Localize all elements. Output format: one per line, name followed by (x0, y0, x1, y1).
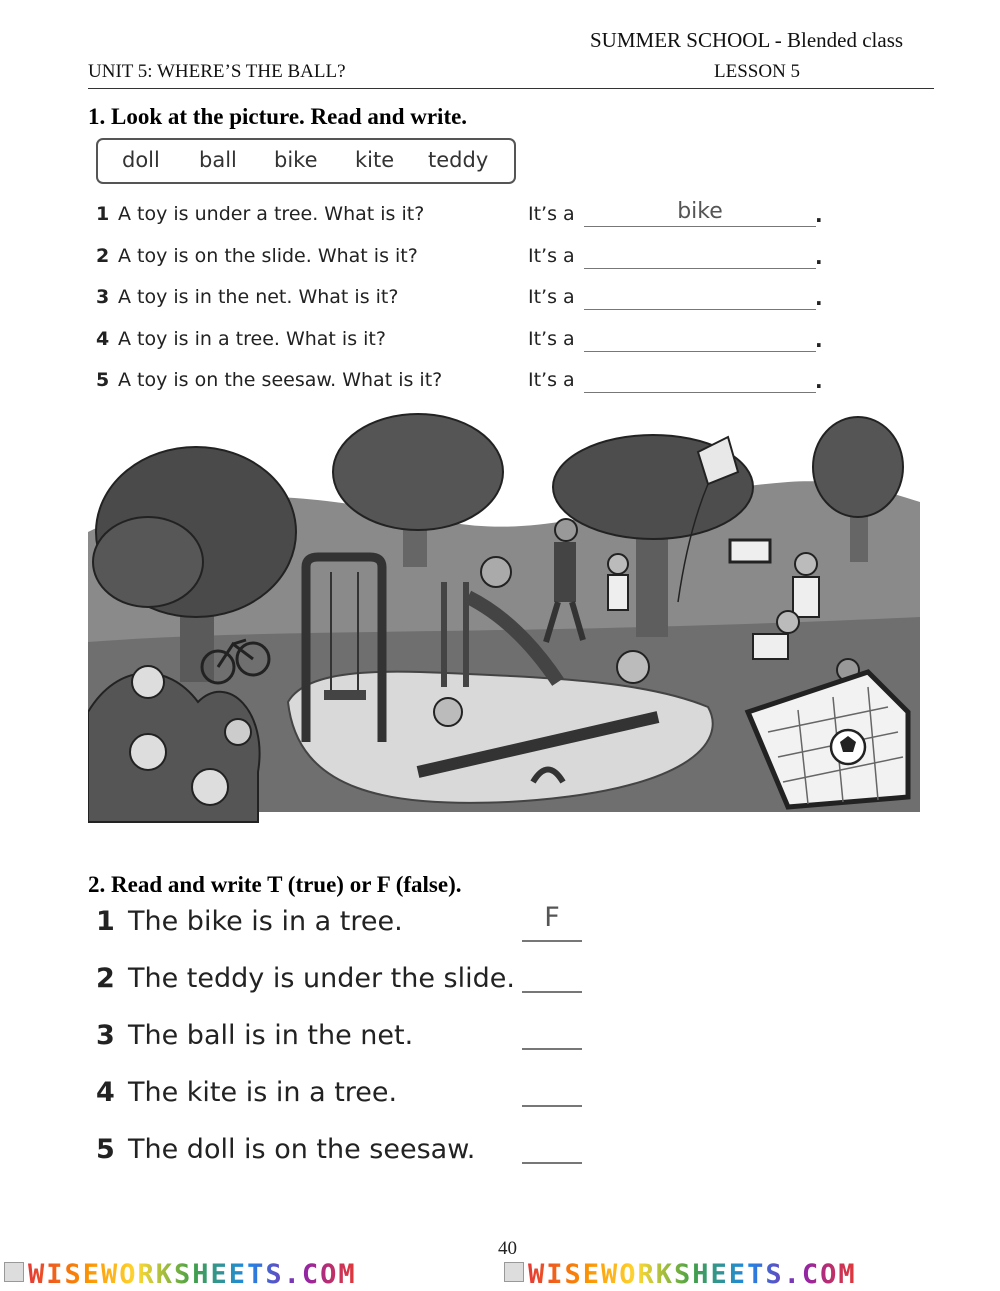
answer-period: . (815, 328, 823, 352)
question-text: A toy is under a tree. What is it? (118, 203, 425, 225)
playground-illustration (88, 412, 920, 832)
brand-watermark (28, 1259, 357, 1290)
lesson-title: LESSON 5 (714, 61, 801, 82)
question-text: A toy is on the slide. What is it? (118, 245, 418, 267)
question-number: 5 (96, 369, 110, 391)
brand-watermark (528, 1259, 857, 1290)
answer-line (522, 1048, 582, 1050)
answer-input[interactable] (584, 282, 816, 308)
answer-prefix: It’s a (528, 369, 575, 391)
statement-text: The kite is in a tree. (128, 1077, 398, 1108)
answer-line (522, 1162, 582, 1164)
answer-period: . (815, 286, 823, 310)
statement-number: 4 (96, 1077, 115, 1108)
unit-title: UNIT 5: WHERE’S THE BALL? (88, 61, 346, 82)
word-bank-item: teddy (428, 148, 489, 172)
answer-input[interactable] (584, 365, 816, 391)
question-text: A toy is in a tree. What is it? (118, 328, 386, 350)
question-text: A toy is on the seesaw. What is it? (118, 369, 443, 391)
answer-line (522, 1105, 582, 1107)
true-false-input[interactable] (522, 1128, 582, 1162)
word-bank-item: doll (122, 148, 160, 172)
statement-number: 1 (96, 906, 115, 937)
answer-line (584, 226, 816, 227)
true-false-input[interactable] (522, 1014, 582, 1048)
brand-text: WISEWORKSHEETS.COM (28, 1259, 357, 1290)
question-number: 4 (96, 328, 110, 350)
statement-text: The ball is in the net. (128, 1020, 414, 1051)
brand-logo-icon (504, 1262, 524, 1282)
answer-line (584, 392, 816, 393)
answer-period: . (815, 245, 823, 269)
question-number: 2 (96, 245, 110, 267)
answer-input[interactable] (584, 241, 816, 267)
exercise-1-title: 1. Look at the picture. Read and write. (88, 104, 468, 129)
true-false-input[interactable]: F (544, 902, 560, 933)
answer-line (584, 351, 816, 352)
statement-text: The teddy is under the slide. (128, 963, 515, 994)
answer-line (522, 940, 582, 942)
word-bank-item: bike (274, 148, 318, 172)
answer-prefix: It’s a (528, 245, 575, 267)
brand-logo-icon (4, 1262, 24, 1282)
answer-input[interactable]: bike (677, 199, 723, 224)
word-bank-item: ball (199, 148, 237, 172)
statement-number: 3 (96, 1020, 115, 1051)
answer-input[interactable] (584, 324, 816, 350)
answer-prefix: It’s a (528, 286, 575, 308)
question-number: 3 (96, 286, 110, 308)
true-false-input[interactable] (522, 957, 582, 991)
school-title: SUMMER SCHOOL - Blended class (590, 28, 904, 52)
answer-prefix: It’s a (528, 328, 575, 350)
header-divider (88, 88, 934, 89)
answer-line (584, 309, 816, 310)
brand-text: WISEWORKSHEETS.COM (528, 1259, 857, 1290)
answer-period: . (815, 203, 823, 227)
question-text: A toy is in the net. What is it? (118, 286, 399, 308)
statement-text: The bike is in a tree. (128, 906, 403, 937)
statement-number: 2 (96, 963, 115, 994)
exercise-2-title: 2. Read and write T (true) or F (false). (88, 872, 462, 897)
teddy (481, 557, 511, 587)
page-number: 40 (498, 1238, 517, 1259)
answer-prefix: It’s a (528, 203, 575, 225)
word-bank (96, 138, 516, 184)
true-false-input[interactable] (522, 1071, 582, 1105)
statement-text: The doll is on the seesaw. (128, 1134, 476, 1165)
answer-period: . (815, 369, 823, 393)
question-number: 1 (96, 203, 110, 225)
word-bank-item: kite (355, 148, 395, 172)
answer-line (584, 268, 816, 269)
answer-line (522, 991, 582, 993)
goal-small (730, 540, 770, 562)
statement-number: 5 (96, 1134, 115, 1165)
